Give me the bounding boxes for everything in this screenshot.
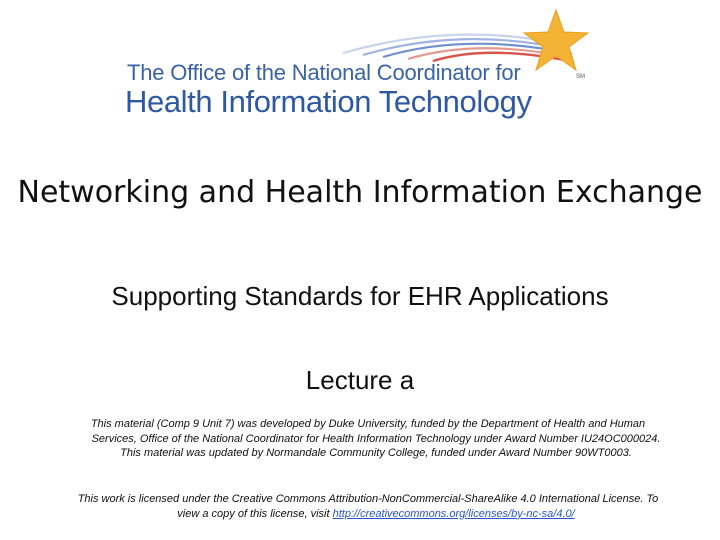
logo-line-2: Health Information Technology	[125, 84, 532, 119]
license-text: This work is licensed under the Creative Commons Attribution-NonCommercial-ShareAlike 4.0 International License. To view a copy of this license, visit	[77, 493, 659, 520]
slide-title: Networking and Health Information Exchange	[17, 175, 703, 210]
slide-subtitle: Supporting Standards for EHR Applications	[111, 281, 609, 311]
service-mark: SM	[576, 74, 585, 80]
license-notice	[68, 492, 668, 521]
license-link[interactable]: http://creativecommons.org/licenses/by-nc-sa/4.0/	[332, 507, 575, 520]
lecture-label: Lecture a	[305, 365, 415, 395]
attribution-text: This material (Comp 9 Unit 7) was developed by Duke University, funded by the Department of Health and Human Services, Office of the National Coordinator for Health Information Technology under Award Number IU24OC000024. This material was updated by Normandale Community College, funded under Award Number 90WT0003.	[90, 418, 661, 459]
onc-logo	[118, 8, 598, 123]
logo-line-1: The Office of the National Coordinator for	[127, 60, 521, 85]
